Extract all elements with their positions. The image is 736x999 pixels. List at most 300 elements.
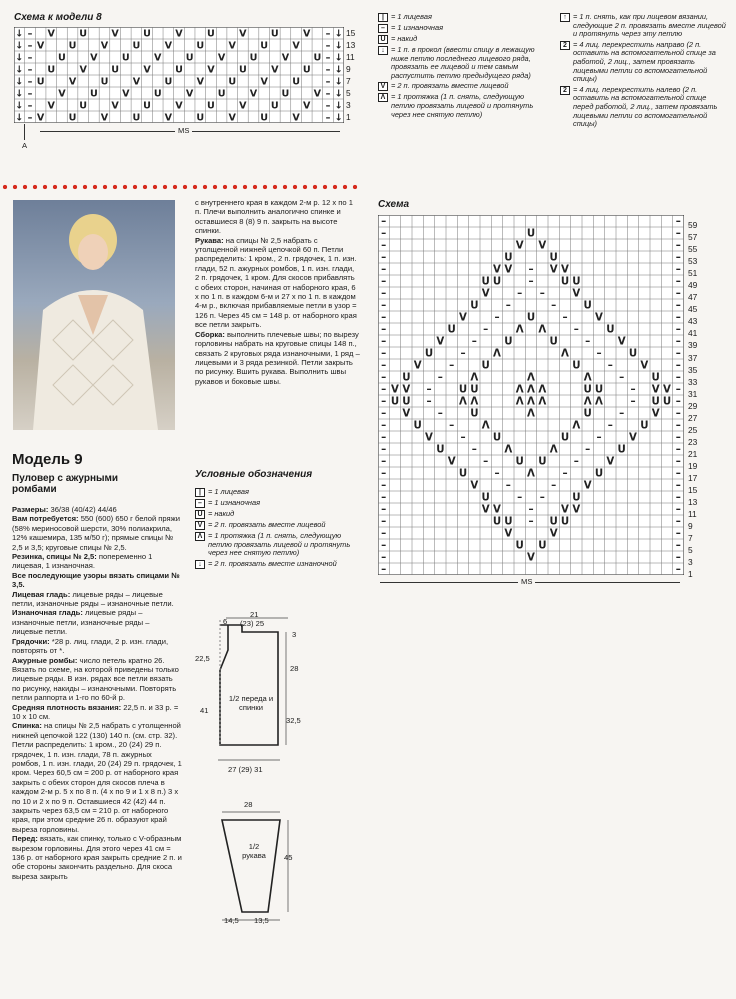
row-number: 9	[346, 64, 351, 74]
instruction-heading: Рукава:	[195, 235, 224, 245]
stitch-symbol: V	[228, 40, 236, 52]
stitch-symbol: V	[36, 112, 45, 123]
stitch-symbol: V	[391, 384, 399, 396]
stitch-symbol: V	[459, 312, 467, 324]
schematic-front-drop: 3	[292, 630, 297, 639]
legend-item	[560, 41, 728, 84]
stitch-symbol: –	[381, 264, 387, 276]
stitch-symbol: V	[549, 528, 558, 540]
stitch-symbol: U	[470, 384, 479, 396]
stitch-symbol: –	[381, 252, 387, 264]
top-chart-a-label: A	[22, 141, 28, 150]
top-legend-right	[560, 13, 728, 131]
legend-symbol-icon: 2	[560, 86, 570, 95]
legend-symbol-icon: ↓	[378, 46, 388, 55]
stitch-symbol: V	[249, 88, 258, 100]
stitch-symbol: –	[27, 52, 33, 64]
stitch-symbol: ↓	[15, 64, 24, 76]
row-number: 5	[346, 88, 351, 98]
stitch-symbol: –	[675, 504, 681, 516]
stitch-symbol: V	[527, 552, 535, 564]
instruction-text: лицевые ряды – лицевые петли, изнаночные ряды – изнаночные петли.	[12, 589, 174, 609]
stitch-symbol: –	[675, 408, 681, 420]
stitch-symbol: –	[27, 64, 33, 76]
stitch-symbol: V	[583, 480, 592, 492]
stitch-symbol: U	[58, 52, 66, 64]
stitch-symbol: –	[381, 216, 387, 228]
row-number: 49	[688, 280, 698, 291]
stitch-symbol: U	[526, 312, 536, 324]
model-subtitle: Пуловер с ажурными ромбами	[12, 473, 119, 495]
legend-text: = 1 изнаночная	[391, 23, 444, 32]
instruction-paragraph	[195, 198, 360, 236]
instruction-text: с внутреннего края в каждом 2-м р. 12 х по 1 п. Плечи выполнить аналогично спинке и оставшиеся 8 (8) 9 п. закрыть на высоте спинки.	[195, 198, 353, 236]
row-number: 9	[688, 521, 693, 532]
stitch-symbol: V	[572, 288, 581, 300]
stitch-symbol: –	[675, 360, 681, 372]
stitch-symbol: ↓	[15, 28, 24, 40]
instruction-paragraph	[12, 505, 182, 514]
stitch-symbol: ↓	[334, 76, 343, 88]
stitch-symbol: V	[402, 408, 411, 420]
stitch-symbol: V	[175, 100, 183, 112]
instruction-paragraph	[12, 590, 182, 609]
stitch-symbol: –	[325, 28, 331, 40]
legend-symbol-icon: 2	[560, 41, 570, 50]
stitch-symbol: V	[122, 88, 130, 100]
stitch-symbol: U	[270, 100, 279, 112]
instruction-paragraph	[12, 637, 182, 656]
stitch-symbol: Λ	[595, 396, 603, 408]
stitch-symbol: U	[281, 88, 290, 100]
stitch-symbol: V	[228, 112, 236, 123]
legend-text: = 1 лицевая	[208, 487, 249, 496]
row-number: 47	[688, 292, 698, 303]
stitch-symbol: –	[528, 516, 534, 528]
stitch-symbol: U	[492, 432, 502, 444]
stitch-symbol: Λ	[504, 444, 513, 456]
stitch-symbol: –	[27, 100, 33, 112]
row-number: 3	[688, 557, 693, 568]
instruction-text: 36/38 (40/42) 44/46	[48, 505, 117, 514]
legend-text: = 1 п. снять, как при лицевом вязании, следующие 2 п. провязать вместе лицевой и протянуть через эту петлю	[573, 12, 726, 39]
instruction-heading: Изнаночная гладь:	[12, 608, 83, 618]
stitch-symbol: U	[390, 396, 400, 408]
stitch-symbol: –	[675, 300, 681, 312]
stitch-symbol: –	[381, 240, 387, 252]
stitch-symbol: V	[239, 100, 247, 112]
row-number: 31	[688, 388, 698, 399]
stitch-symbol: V	[617, 336, 626, 348]
stitch-symbol: –	[381, 300, 387, 312]
stitch-symbol: V	[572, 504, 581, 516]
stitch-symbol: U	[143, 100, 151, 112]
legend-symbol-icon: ↓	[195, 560, 205, 569]
stitch-symbol: ↓	[334, 112, 343, 123]
stitch-symbol: V	[100, 40, 109, 52]
legend-text: = накид	[208, 509, 235, 518]
pattern-ms-label: MS	[518, 577, 535, 586]
stitch-symbol: –	[471, 444, 477, 456]
stitch-symbol: –	[426, 384, 432, 396]
stitch-symbol: –	[630, 396, 636, 408]
row-number: 23	[688, 436, 698, 447]
stitch-symbol: V	[175, 28, 183, 40]
schematic-front-hlower: 32,5	[286, 716, 301, 725]
stitch-symbol: V	[100, 112, 109, 123]
instruction-paragraph	[12, 721, 182, 834]
stitch-symbol: U	[560, 276, 570, 288]
stitch-symbol: Λ	[583, 396, 592, 408]
stitch-symbol: –	[539, 492, 545, 504]
stitch-symbol: U	[196, 112, 205, 123]
stitch-symbol: V	[303, 28, 311, 40]
stitch-symbol: –	[325, 112, 331, 123]
legend-item	[378, 93, 548, 119]
stitch-symbol: U	[538, 540, 547, 552]
stitch-symbol: –	[483, 456, 489, 468]
stitch-symbol: U	[89, 88, 98, 100]
stitch-symbol: –	[381, 228, 387, 240]
stitch-symbol: V	[164, 40, 173, 52]
instruction-text: на спицы № 2,5 набрать с утолщенной нижней цепочкой 60 п. Петли распределить: 1 кром., 2 п. грядочек, 1 п. изн. глади, 52 п. ажурных ромбов, 1 п. изн. глади, 2 п. грядочек, 1 кром. Для скосов прибавлять с обеих сторон, начиная от наборного края, 6 х по 1 п. в каждом 6-м и 27 х по 1 п. в каждом 4-м р., включая прибавляемые петли в узор = 126 п. Через 45 см = 148 р. от наборного края все петли закрыть.	[195, 235, 357, 330]
stitch-symbol: –	[675, 540, 681, 552]
stitch-symbol: U	[207, 28, 215, 40]
stitch-symbol: U	[594, 384, 604, 396]
stitch-symbol: –	[426, 396, 432, 408]
row-number: 57	[688, 232, 698, 243]
instruction-heading: Перед:	[12, 834, 38, 844]
stitch-symbol: –	[675, 420, 681, 432]
stitch-symbol: V	[90, 52, 98, 64]
legend-text: = накид	[391, 34, 418, 43]
stitch-symbol: U	[207, 100, 215, 112]
stitch-symbol: –	[675, 528, 681, 540]
stitch-symbol: –	[381, 408, 387, 420]
stitch-symbol: –	[381, 456, 387, 468]
stitch-symbol: –	[675, 516, 681, 528]
row-number: 39	[688, 340, 698, 351]
stitch-symbol: U	[628, 348, 638, 360]
stitch-symbol: –	[675, 312, 681, 324]
stitch-symbol: –	[381, 336, 387, 348]
stitch-symbol: U	[549, 252, 558, 264]
legend-item	[560, 13, 728, 39]
legend-symbol-icon: –	[195, 499, 205, 508]
row-number: 11	[346, 52, 355, 62]
instruction-paragraph	[195, 236, 360, 330]
stitch-symbol: –	[381, 420, 387, 432]
stitch-symbol: –	[381, 348, 387, 360]
legend-symbol-icon: Λ	[378, 93, 388, 102]
legend-item	[195, 488, 360, 497]
stitch-symbol: V	[504, 264, 513, 276]
stitch-symbol: U	[100, 76, 109, 88]
legend-text: = 1 п. в прокол (ввести спицу в лежащую ниже петлю последнего лицевого ряда, провязать ее лицевой и тем самым распустить петлю предыдущего ряда)	[391, 45, 535, 80]
stitch-symbol: –	[528, 504, 534, 516]
row-number: 3	[346, 100, 351, 110]
legend-symbol-icon: V	[378, 82, 388, 91]
stitch-symbol: U	[402, 396, 411, 408]
stitch-symbol: U	[470, 300, 479, 312]
stitch-symbol: –	[562, 468, 568, 480]
stitch-symbol: –	[460, 348, 466, 360]
top-chart-ms-label: MS	[175, 126, 192, 135]
stitch-symbol: –	[27, 112, 33, 123]
stitch-symbol: V	[217, 52, 226, 64]
row-number: 41	[688, 328, 698, 339]
legend-text: = 1 лицевая	[391, 12, 432, 21]
legend-symbol-icon: Λ	[195, 532, 205, 541]
stitch-symbol: ↓	[334, 64, 343, 76]
pattern-svg	[378, 215, 684, 575]
stitch-symbol: U	[260, 112, 269, 123]
stitch-symbol: –	[449, 360, 455, 372]
stitch-symbol: U	[196, 40, 205, 52]
stitch-symbol: U	[132, 40, 141, 52]
stitch-symbol: U	[302, 64, 311, 76]
stitch-symbol: –	[675, 216, 681, 228]
stitch-symbol: –	[585, 336, 591, 348]
stitch-symbol: –	[27, 76, 33, 88]
legend-text: = 4 лиц. перекрестить налево (2 п. оставить на вспомогательной спице перед работой, 2 лиц., затем провязать лицевыми петли со вспомогательной спицы)	[573, 84, 718, 129]
stitch-symbol: –	[437, 372, 443, 384]
stitch-symbol: U	[292, 76, 300, 88]
stitch-symbol: V	[515, 240, 524, 252]
stitch-symbol: U	[132, 112, 141, 123]
model-photo	[13, 200, 175, 430]
instruction-text: попеременно 1 лицевая, 1 изнаночная.	[12, 552, 153, 571]
stitch-symbol: V	[606, 456, 615, 468]
stitch-symbol: U	[79, 28, 88, 40]
top-chart-grid	[14, 27, 344, 123]
stitch-symbol: Λ	[470, 372, 479, 384]
stitch-symbol: ↓	[15, 40, 24, 52]
stitch-symbol: U	[560, 432, 570, 444]
stitch-symbol: –	[675, 252, 681, 264]
stitch-symbol: –	[437, 408, 443, 420]
stitch-symbol: Λ	[459, 396, 467, 408]
instruction-heading: Грядочки:	[12, 636, 50, 646]
row-number: 17	[688, 472, 698, 483]
row-number: 43	[688, 316, 698, 327]
stitch-symbol: –	[675, 264, 681, 276]
stitch-symbol: U	[617, 444, 626, 456]
stitch-symbol: ↓	[15, 100, 24, 112]
stitch-symbol: Λ	[527, 396, 535, 408]
stitch-symbol: Λ	[583, 372, 592, 384]
stitch-symbol: –	[675, 384, 681, 396]
row-number: 13	[688, 497, 698, 508]
sleeve-outline	[200, 800, 310, 930]
stitch-symbol: U	[549, 516, 558, 528]
instruction-paragraph	[12, 608, 182, 636]
stitch-symbol: V	[651, 408, 660, 420]
instruction-heading: Все последующие узоры вязать спицами № 3,5.	[12, 570, 180, 590]
stitch-symbol: –	[675, 348, 681, 360]
stitch-symbol: –	[381, 444, 387, 456]
legend-list	[195, 488, 360, 571]
stitch-symbol: U	[538, 456, 547, 468]
stitch-symbol: V	[425, 432, 433, 444]
stitch-symbol: –	[675, 336, 681, 348]
stitch-symbol: V	[36, 40, 45, 52]
stitch-symbol: V	[111, 28, 119, 40]
stitch-symbol: ↓	[334, 88, 343, 100]
stitch-symbol: –	[619, 372, 625, 384]
schematic-front-neck: 6	[223, 617, 228, 626]
legend-item	[378, 46, 548, 80]
legend-item	[560, 86, 728, 129]
stitch-symbol: V	[470, 480, 479, 492]
stitch-symbol: U	[458, 468, 468, 480]
legend-item	[195, 560, 360, 569]
schematic-front-htotal: 41	[200, 706, 209, 715]
stitch-symbol: –	[381, 324, 387, 336]
stitch-symbol: –	[471, 336, 477, 348]
stitch-symbol: –	[675, 228, 681, 240]
stitch-symbol: ↓	[15, 112, 24, 123]
stitch-symbol: U	[560, 516, 570, 528]
stitch-symbol: Λ	[549, 444, 558, 456]
front-back-schematic	[190, 610, 310, 785]
stitch-symbol: –	[675, 288, 681, 300]
stitch-symbol: –	[675, 456, 681, 468]
stitch-symbol: –	[460, 432, 466, 444]
legend-item	[378, 82, 548, 91]
instruction-heading: Спинка:	[12, 721, 42, 731]
legend-text: = 1 изнаночная	[208, 498, 261, 507]
stitch-symbol: U	[470, 408, 479, 420]
stitch-symbol: U	[481, 492, 490, 504]
top-legend-left	[378, 13, 548, 121]
instruction-heading: Резинка, спицы № 2,5:	[12, 552, 97, 562]
legend-symbol-icon: V	[195, 521, 205, 530]
stitch-symbol: –	[325, 40, 331, 52]
stitch-symbol: U	[164, 76, 173, 88]
stitch-symbol: V	[663, 384, 671, 396]
instruction-text: вязать, как спинку, только с V-образным вырезом горловины. Для этого через 41 см = 136 р. от наборного края закрыть средние 2 п. и обе стороны закончить раздельно. Для скоса выреза закрыть	[12, 834, 182, 881]
legend-text: = 2 п. провязать вместе лицевой	[208, 520, 326, 529]
stitch-symbol: –	[325, 64, 331, 76]
row-number: 1	[346, 112, 351, 122]
stitch-symbol: Λ	[561, 348, 569, 360]
legend-text: = 2 п. провязать вместе изнаночной	[208, 558, 337, 568]
stitch-symbol: U	[583, 408, 592, 420]
stitch-symbol: V	[493, 504, 501, 516]
stitch-symbol: U	[572, 360, 581, 372]
stitch-symbol: –	[619, 408, 625, 420]
row-number: 19	[688, 460, 698, 471]
legend-item	[195, 510, 360, 519]
stitch-symbol: –	[596, 432, 602, 444]
stitch-symbol: U	[504, 516, 513, 528]
stitch-symbol: U	[504, 252, 513, 264]
stitch-symbol: U	[313, 52, 322, 64]
legend-text: = 2 п. провязать вместе лицевой	[391, 81, 509, 91]
stitch-symbol: Λ	[527, 408, 535, 420]
stitch-symbol: –	[381, 312, 387, 324]
stitch-symbol: U	[143, 28, 151, 40]
stitch-symbol: –	[675, 432, 681, 444]
stitch-symbol: U	[121, 52, 130, 64]
stitch-symbol: V	[185, 88, 194, 100]
stitch-symbol: U	[594, 468, 604, 480]
stitch-symbol: –	[607, 360, 613, 372]
stitch-symbol: –	[505, 300, 511, 312]
stitch-symbol: –	[381, 396, 387, 408]
stitch-symbol: Λ	[538, 324, 547, 336]
stitch-symbol: V	[413, 360, 422, 372]
stitch-symbol: U	[583, 384, 592, 396]
stitch-symbol: –	[381, 552, 387, 564]
row-number: 25	[688, 424, 698, 435]
schematic-sleeve-wtop: 28	[244, 800, 253, 809]
stitch-symbol: U	[492, 276, 502, 288]
legend-item	[195, 532, 360, 558]
schematic-front-hupper: 28	[290, 664, 299, 673]
stitch-symbol: U	[217, 88, 226, 100]
stitch-symbol: ↓	[15, 52, 24, 64]
stitch-symbol: –	[573, 456, 579, 468]
stitch-symbol: V	[260, 76, 268, 88]
stitch-symbol: V	[303, 100, 311, 112]
stitch-symbol: U	[606, 324, 615, 336]
stitch-symbol: –	[675, 468, 681, 480]
stitch-symbol: –	[517, 492, 523, 504]
stitch-symbol: U	[79, 100, 88, 112]
stitch-symbol: U	[270, 28, 279, 40]
stitch-symbol: U	[481, 360, 490, 372]
stitch-symbol: U	[651, 396, 660, 408]
row-number: 21	[688, 448, 698, 459]
instruction-heading: Вам потребуется:	[12, 514, 79, 524]
stitch-symbol: U	[111, 64, 120, 76]
pattern-title: Схема	[378, 199, 410, 210]
instruction-text: на спицы № 2,5 набрать с утолщенной нижней цепочкой 122 (130) 140 п. (см. стр. 32). Петли распределить: 1 кром., 20 (24) 29 п. грядочек, 1 п. изн. глади, 78 п. ажурных ромбов, 1 п. изн. глади, 20 (24) 29 п. грядочек, 1 кром. Через 60,5 см = 200 р. от наборного края закрыть с обеих сторон для скосов плеча в каждом 2-м р. 5 х по 8 п. (4 х по 9 и 1 х 8 п.) 3 х по 10 и 2 х по 9 п. Оставшиеся 42 (42) 44 п. закрыть через 63,5 см = 210 р. от наборного края, при этом средние 26 п. образуют край выреза горловины.	[12, 721, 182, 834]
legend-symbol-icon: U	[378, 35, 388, 44]
stitch-symbol: Λ	[538, 384, 547, 396]
stitch-symbol: V	[292, 40, 300, 52]
stitch-symbol: –	[381, 516, 387, 528]
stitch-symbol: –	[675, 372, 681, 384]
stitch-symbol: U	[413, 420, 422, 432]
stitch-symbol: U	[640, 420, 649, 432]
stitch-symbol: U	[458, 384, 468, 396]
stitch-symbol: –	[494, 312, 500, 324]
stitch-symbol: –	[528, 276, 534, 288]
instruction-text: 22,5 п. и 33 р. = 10 х 10 см.	[12, 702, 179, 721]
stitch-symbol: –	[483, 324, 489, 336]
legend-text: = 1 протяжка (1 п. снять, следующую петлю провязать лицевой и протянуть через нее снятую петлю)	[391, 92, 534, 119]
top-chart-svg	[14, 27, 344, 123]
stitch-symbol: ↓	[334, 52, 343, 64]
instruction-heading: Сборка:	[195, 329, 225, 339]
stitch-symbol: –	[675, 324, 681, 336]
row-number: 5	[688, 545, 693, 556]
stitch-symbol: U	[260, 40, 269, 52]
stitch-symbol: U	[436, 444, 445, 456]
instruction-heading: Лицевая гладь:	[12, 589, 71, 599]
row-number: 55	[688, 244, 698, 255]
stitch-symbol: ↓	[334, 40, 343, 52]
stitch-symbol: –	[675, 396, 681, 408]
model-photo-figure	[13, 200, 175, 430]
row-number: 53	[688, 256, 698, 267]
stitch-symbol: Λ	[527, 384, 535, 396]
stitch-symbol: V	[271, 64, 279, 76]
stitch-symbol: U	[185, 52, 194, 64]
